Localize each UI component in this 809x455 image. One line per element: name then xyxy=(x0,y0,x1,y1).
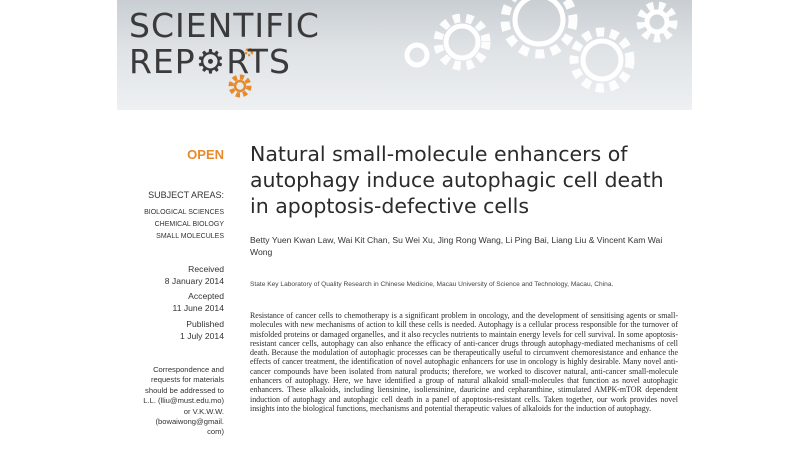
journal-name-line1: SCIENTIFIC xyxy=(129,6,320,45)
received-label: Received xyxy=(188,264,224,274)
correspondence-email[interactable]: L.L. (lliu@must.edu.mo) xyxy=(143,396,224,406)
correspondence-line: Correspondence and xyxy=(153,365,224,374)
open-access-label: OPEN xyxy=(187,147,224,162)
journal-banner xyxy=(117,0,692,110)
correspondence-line: should be addressed to xyxy=(145,385,224,395)
author-list: Betty Yuen Kwan Law, Wai Kit Chan, Su Wei Xu, Jing Rong Wang, Li Ping Bai, Liang Liu & Vincent Kam Wai Wong xyxy=(250,235,663,257)
article-title: Natural small-molecule enhancers of autophagy induce autophagic cell death in apoptosis-defective cells xyxy=(250,142,664,218)
subject-areas xyxy=(144,190,224,243)
published-label: Published xyxy=(186,319,224,329)
received-date xyxy=(165,264,224,287)
abstract: Resistance of cancer cells to chemotherapy is a significant problem in oncology, and the development of sensitising agents or small-molecules with new mechanisms of action to kill these cells is needed. Autophagy is a cellular process responsible for the turnover of misfolded proteins or damaged organelles, and it also recycles nutrients to maintain energy levels for cell survival. In some apoptosis-resistant cancer cells, autophagy can also enhance the efficacy of anti-cancer drugs through autophagy-mediated mechanisms of cell death. Because the modulation of autophagic processes can be therapeutically useful to circumvent chemoresistance and enhance the effects of cancer treatment, the identification of novel autophagic enhancers for use in oncology is highly desirable. Many novel anti-cancer compounds have been isolated from natural products; therefore, we worked to discover natural, anti-cancer small-molecule enhancers of autophagy. Here, we have identified a group of natural alkaloid small-molecules that function as novel autophagic enhancers. These alkaloids, including liensinine, isoliensinine, dauricine and cepharanthine, stimulated AMPK-mTOR dependent induction of autophagy and autophagic cell death in a panel of apoptosis-resistant cells. Taken together, our work provides novel insights into the biological functions, mechanisms and potential therapeutic values of alkaloids for the induction of autophagy. xyxy=(250,311,678,413)
subject-area-link[interactable]: BIOLOGICAL SCIENCES xyxy=(144,208,224,216)
accepted-value: 11 June 2014 xyxy=(172,302,224,313)
received-value: 8 January 2014 xyxy=(164,275,224,286)
correspondence-email[interactable]: com) xyxy=(207,427,224,437)
correspondence xyxy=(143,365,224,438)
subject-areas-heading: SUBJECT AREAS: xyxy=(148,190,224,200)
journal-logo xyxy=(129,8,320,80)
correspondence-line: or V.K.W.W. xyxy=(183,406,224,416)
subject-area-link[interactable]: SMALL MOLECULES xyxy=(156,232,224,240)
affiliation: State Key Laboratory of Quality Research in Chinese Medicine, Macau University of Science and Technology, Macau, China. xyxy=(250,281,614,288)
published-date xyxy=(180,319,224,342)
subject-area-link[interactable]: CHEMICAL BIOLOGY xyxy=(154,220,224,228)
correspondence-email[interactable]: (bowaiwong@gmail. xyxy=(155,417,224,427)
journal-name-line2: REP⚙RTS xyxy=(129,42,291,81)
published-value: 1 July 2014 xyxy=(180,330,224,341)
correspondence-line: requests for materials xyxy=(150,375,224,385)
accepted-date xyxy=(173,291,224,314)
accepted-label: Accepted xyxy=(188,291,224,301)
